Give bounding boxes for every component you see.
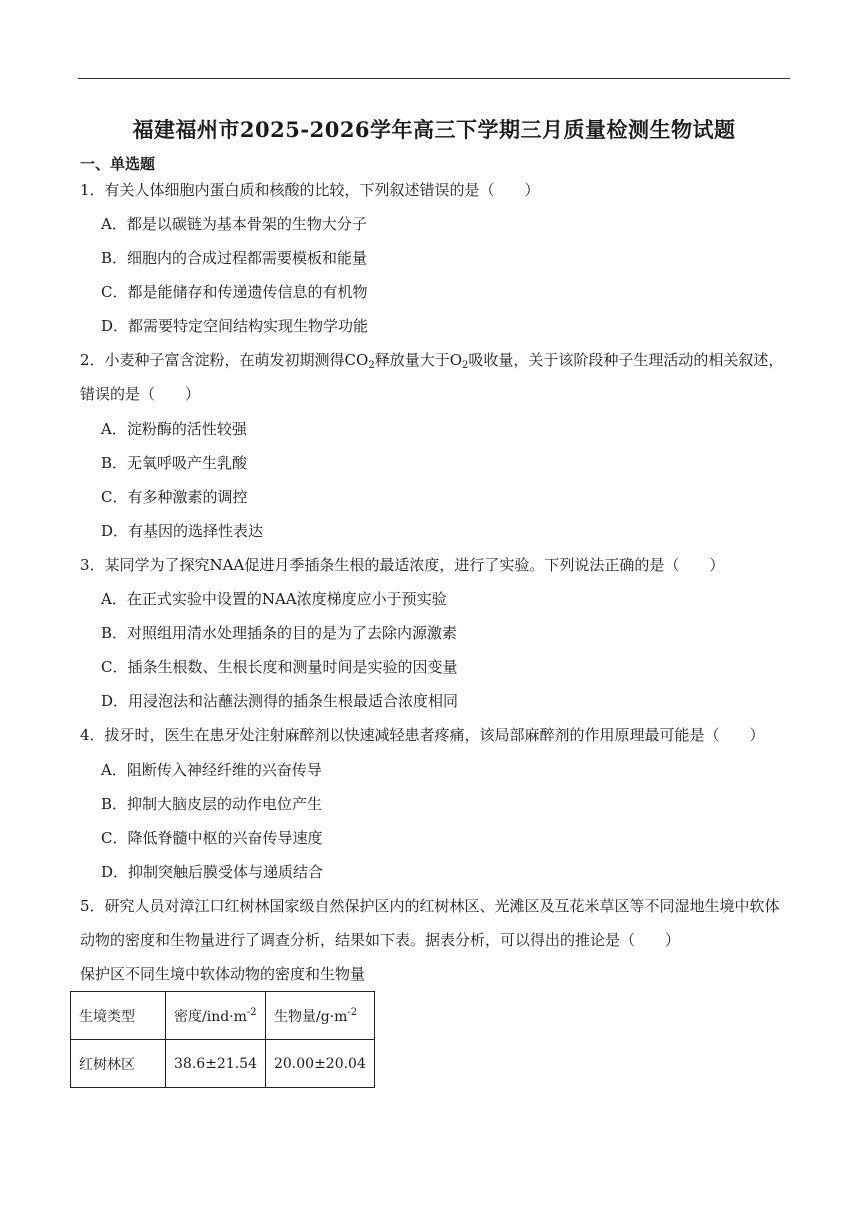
biomass-unit-exponent: -2 xyxy=(347,1006,358,1018)
question-3-option-c: C．插条生根数、生根长度和测量时间是实验的因变量 xyxy=(101,658,458,676)
question-4-option-c: C．降低脊髓中枢的兴奋传导速度 xyxy=(101,829,323,847)
question-3-option-d: D．用浸泡法和沾蘸法测得的插条生根最适合浓度相同 xyxy=(101,692,459,710)
density-unit-exponent: -2 xyxy=(246,1006,257,1018)
question-5-stem: 5．研究人员对漳江口红树林国家级自然保护区内的红树林区、光滩区及互花米草区等不同湿地生境中软体 xyxy=(80,897,780,915)
density-label: 密度/ind·m xyxy=(174,1008,247,1025)
table-cell-biomass: 20.00±20.04 xyxy=(265,1040,374,1088)
question-2-option-d: D．有基因的选择性表达 xyxy=(101,522,264,540)
header-rule xyxy=(78,78,790,79)
table-cell-habitat: 红树林区 xyxy=(71,1040,166,1088)
data-table xyxy=(70,991,375,1088)
table-header-biomass xyxy=(265,992,374,1040)
q2-stem-part-a: 2．小麦种子富含淀粉，在萌发初期测得CO xyxy=(80,351,369,369)
question-2-option-c: C．有多种激素的调控 xyxy=(101,488,248,506)
table-header-habitat: 生境类型 xyxy=(71,992,166,1040)
question-2-option-a: A．淀粉酶的活性较强 xyxy=(101,420,247,438)
question-3-option-b: B．对照组用清水处理插条的目的是为了去除内源激素 xyxy=(101,624,458,642)
question-1-option-c: C．都是能储存和传递遗传信息的有机物 xyxy=(101,283,368,301)
question-4-stem: 4．拔牙时，医生在患牙处注射麻醉剂以快速减轻患者疼痛，该局部麻醉剂的作用原理最可能是（ ） xyxy=(80,726,765,744)
question-1-stem: 1．有关人体细胞内蛋白质和核酸的比较，下列叙述错误的是（ ） xyxy=(80,181,540,199)
question-1-option-a: A．都是以碳链为基本骨架的生物大分子 xyxy=(101,215,367,233)
question-3-option-a: A．在正式实验中设置的NAA浓度梯度应小于预实验 xyxy=(101,590,447,608)
table-cell-density: 38.6±21.54 xyxy=(166,1040,266,1088)
q2-stem-part-c: 吸收量，关于该阶段种子生理活动的相关叙述， xyxy=(468,351,784,369)
q2-stem-part-b: 释放量大于O xyxy=(374,351,463,369)
question-2-option-b: B．无氧呼吸产生乳酸 xyxy=(101,454,248,472)
table-header-density xyxy=(166,992,266,1040)
question-5-stem-line2: 动物的密度和生物量进行了调查分析，结果如下表。据表分析，可以得出的推论是（ ） xyxy=(80,931,681,949)
question-4-option-b: B．抑制大脑皮层的动作电位产生 xyxy=(101,795,323,813)
question-3-stem: 3．某同学为了探究NAA促进月季插条生根的最适浓度，进行了实验。下列说法正确的是（ ） xyxy=(80,556,725,574)
document-title: 福建福州市2025-2026学年高三下学期三月质量检测生物试题 xyxy=(132,117,736,142)
question-1-option-d: D．都需要特定空间结构实现生物学功能 xyxy=(101,317,369,335)
question-1-option-b: B．细胞内的合成过程都需要模板和能量 xyxy=(101,249,368,267)
q2-o2-subscript: 2 xyxy=(462,360,469,371)
table-header-row xyxy=(71,992,375,1040)
q2-co2-subscript: 2 xyxy=(368,360,375,371)
question-2-stem xyxy=(80,350,783,370)
biomass-label: 生物量/g·m xyxy=(273,1008,348,1025)
section-heading: 一、单选题 xyxy=(80,155,156,173)
question-2-stem-line2: 错误的是（ ） xyxy=(80,385,201,403)
question-4-option-d: D．抑制突触后膜受体与递质结合 xyxy=(101,863,324,881)
table-row xyxy=(71,1040,375,1088)
question-4-option-a: A．阻断传入神经纤维的兴奋传导 xyxy=(101,761,322,779)
table-caption: 保护区不同生境中软体动物的密度和生物量 xyxy=(80,965,366,983)
